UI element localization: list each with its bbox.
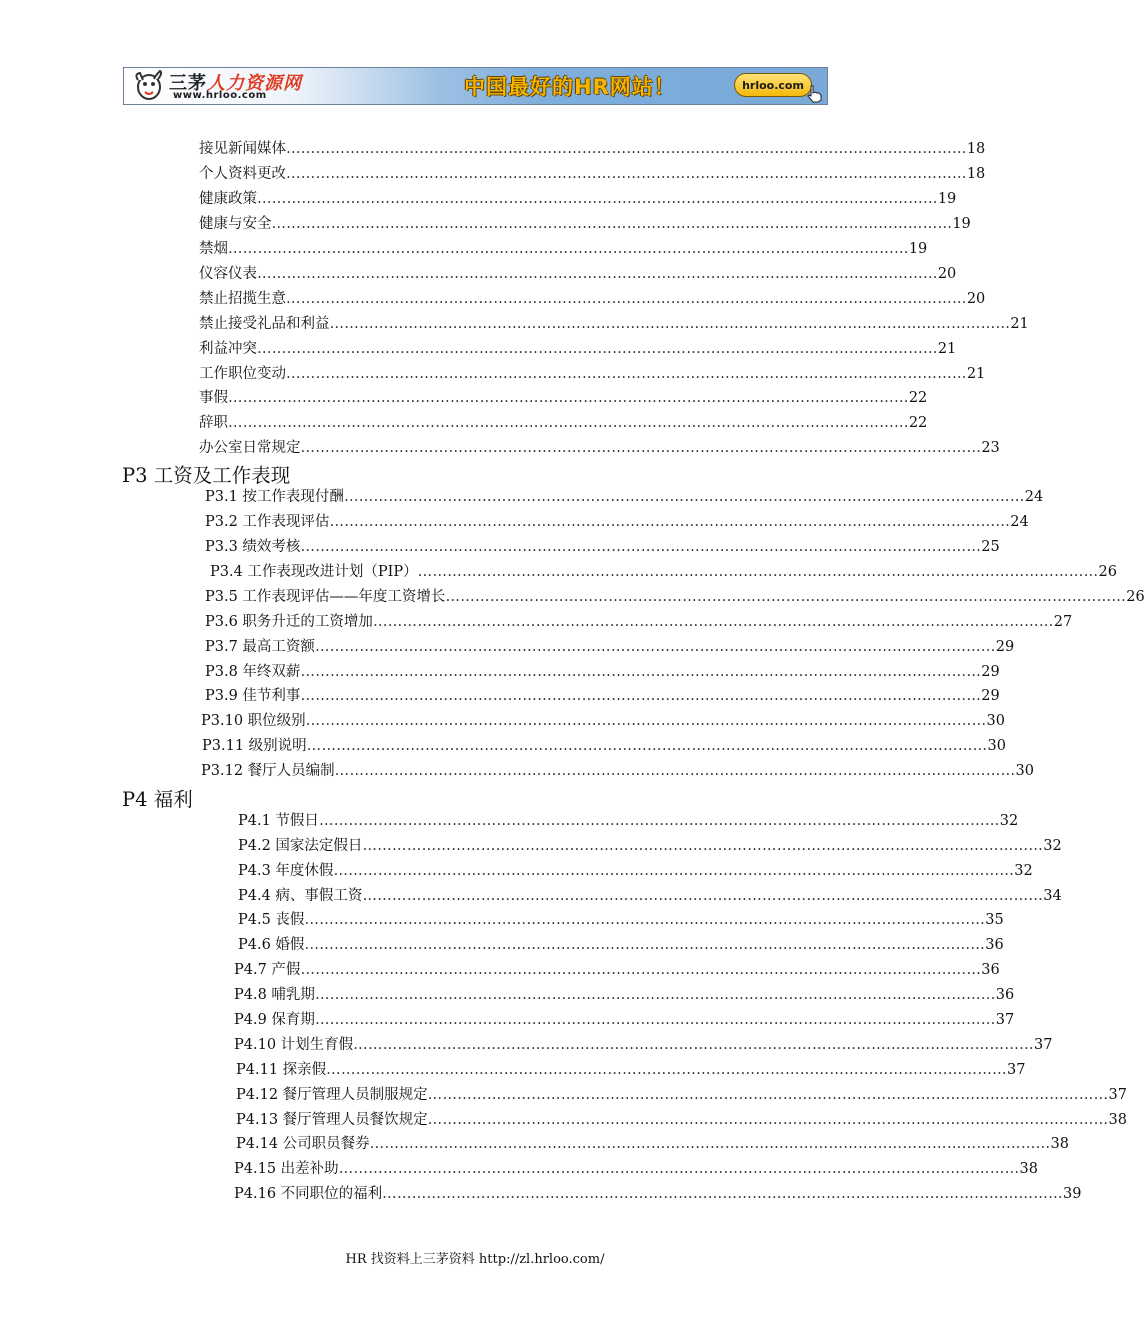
dot-leader: …………………………………………………………………………………………………………………………: [445, 589, 1127, 605]
dot-leader: …………………………………………………………………………………………………………………………: [334, 763, 1016, 779]
toc-entry[interactable]: 利益冲突 ………………………………………………………………………………………………………………………… 21: [199, 341, 957, 357]
toc-entry[interactable]: P3.5 工作表现评估——年度工资增长 ………………………………………………………………………………………………………………………… 26: [205, 589, 1145, 605]
dot-leader: …………………………………………………………………………………………………………………………: [228, 241, 909, 257]
dot-leader: …………………………………………………………………………………………………………………………: [257, 341, 938, 357]
toc-entry[interactable]: P3.9 佳节利事 ………………………………………………………………………………………………………………………… 29: [205, 688, 1000, 704]
logo-url: www.hrloo.com: [173, 90, 267, 101]
hrloo-link-button[interactable]: hrloo.com: [734, 73, 812, 97]
dot-leader: …………………………………………………………………………………………………………………………: [382, 1186, 1063, 1202]
toc-entry[interactable]: P4.16 不同职位的福利 ………………………………………………………………………………………………………………………… 39: [234, 1186, 1082, 1202]
toc-entry[interactable]: P4.12 餐厅管理人员制服规定 ………………………………………………………………………………………………………………………… 37: [236, 1087, 1127, 1103]
logo-text: 三茅人力资源网: [169, 73, 302, 94]
dot-leader: …………………………………………………………………………………………………………………………: [286, 166, 967, 182]
section-heading-p3[interactable]: P3 工资及工作表现: [122, 464, 291, 487]
toc-entry[interactable]: 事假 ………………………………………………………………………………………………………………………… 22: [199, 390, 928, 406]
dot-leader: …………………………………………………………………………………………………………………………: [362, 888, 1044, 904]
toc-entry[interactable]: 工作职位变动 ………………………………………………………………………………………………………………………… 21: [199, 366, 986, 382]
hand-cursor-icon: [806, 85, 822, 103]
toc-entry[interactable]: P4.10 计划生育假 ………………………………………………………………………………………………………………………… 37: [234, 1037, 1053, 1053]
toc-entry[interactable]: P3.3 绩效考核 ………………………………………………………………………………………………………………………… 25: [205, 539, 1000, 555]
toc-entry[interactable]: P4.4 病、事假工资 ………………………………………………………………………………………………………………………… 34: [238, 888, 1062, 904]
toc-entry[interactable]: P4.6 婚假 ………………………………………………………………………………………………………………………… 36: [238, 937, 1004, 953]
dot-leader: …………………………………………………………………………………………………………………………: [343, 489, 1025, 505]
dot-leader: …………………………………………………………………………………………………………………………: [304, 912, 986, 928]
toc-entry[interactable]: P3.11 级别说明 ………………………………………………………………………………………………………………………… 30: [202, 738, 1006, 754]
dot-leader: …………………………………………………………………………………………………………………………: [318, 813, 1000, 829]
dot-leader: …………………………………………………………………………………………………………………………: [257, 191, 938, 207]
dot-leader: …………………………………………………………………………………………………………………………: [326, 1062, 1007, 1078]
toc-entry[interactable]: P4.14 公司职员餐券 ………………………………………………………………………………………………………………………… 38: [236, 1136, 1069, 1152]
dot-leader: …………………………………………………………………………………………………………………………: [314, 987, 996, 1003]
toc-entry[interactable]: P4.2 国家法定假日 ………………………………………………………………………………………………………………………… 32: [238, 838, 1062, 854]
dot-leader: …………………………………………………………………………………………………………………………: [300, 539, 982, 555]
toc-entry[interactable]: P3.4 工作表现改进计划（PIP） ………………………………………………………………………………………………………………………… 26: [210, 564, 1117, 580]
header-banner[interactable]: [123, 67, 828, 105]
toc-entry[interactable]: P3.10 职位级别 ………………………………………………………………………………………………………………………… 30: [201, 713, 1005, 729]
dot-leader: …………………………………………………………………………………………………………………………: [228, 390, 909, 406]
dot-leader: …………………………………………………………………………………………………………………………: [369, 1136, 1051, 1152]
dot-leader: …………………………………………………………………………………………………………………………: [314, 639, 996, 655]
toc-entry[interactable]: 个人资料更改 ………………………………………………………………………………………………………………………… 18: [199, 166, 986, 182]
toc-entry[interactable]: P3.2 工作表现评估 ………………………………………………………………………………………………………………………… 24: [205, 514, 1029, 530]
banner-slogan: 中国最好的HR网站！: [464, 75, 676, 99]
dot-leader: …………………………………………………………………………………………………………………………: [329, 316, 1011, 332]
logo-bird-icon: [132, 70, 166, 102]
dot-leader: …………………………………………………………………………………………………………………………: [300, 962, 982, 978]
toc-entry[interactable]: P4.5 丧假 ………………………………………………………………………………………………………………………… 35: [238, 912, 1004, 928]
dot-leader: …………………………………………………………………………………………………………………………: [372, 614, 1054, 630]
dot-leader: …………………………………………………………………………………………………………………………: [300, 440, 982, 456]
toc-entry[interactable]: P3.6 职务升迁的工资增加 ………………………………………………………………………………………………………………………… 27: [205, 614, 1073, 630]
dot-leader: …………………………………………………………………………………………………………………………: [353, 1037, 1034, 1053]
toc-entry[interactable]: 健康政策 ………………………………………………………………………………………………………………………… 19: [199, 191, 957, 207]
dot-leader: …………………………………………………………………………………………………………………………: [427, 1112, 1109, 1128]
dot-leader: …………………………………………………………………………………………………………………………: [304, 937, 986, 953]
toc-entry[interactable]: 接见新闻媒体 ………………………………………………………………………………………………………………………… 18: [199, 141, 986, 157]
dot-leader: …………………………………………………………………………………………………………………………: [417, 564, 1099, 580]
dot-leader: …………………………………………………………………………………………………………………………: [329, 514, 1011, 530]
section-heading-p4[interactable]: P4 福利: [122, 788, 193, 811]
dot-leader: …………………………………………………………………………………………………………………………: [306, 738, 988, 754]
dot-leader: …………………………………………………………………………………………………………………………: [333, 863, 1015, 879]
toc-entry[interactable]: 禁止招揽生意 ………………………………………………………………………………………………………………………… 20: [199, 291, 986, 307]
dot-leader: …………………………………………………………………………………………………………………………: [228, 415, 909, 431]
toc-entry[interactable]: P3.1 按工作表现付酬 ………………………………………………………………………………………………………………………… 24: [205, 489, 1044, 505]
toc-entry[interactable]: 健康与安全 ………………………………………………………………………………………………………………………… 19: [199, 216, 971, 232]
toc-entry[interactable]: 禁止接受礼品和利益 ………………………………………………………………………………………………………………………… 21: [199, 316, 1029, 332]
toc-entry[interactable]: P4.7 产假 ………………………………………………………………………………………………………………………… 36: [234, 962, 1000, 978]
dot-leader: …………………………………………………………………………………………………………………………: [305, 713, 987, 729]
dot-leader: …………………………………………………………………………………………………………………………: [427, 1087, 1109, 1103]
dot-leader: …………………………………………………………………………………………………………………………: [338, 1161, 1020, 1177]
dot-leader: …………………………………………………………………………………………………………………………: [257, 266, 938, 282]
toc-entry[interactable]: P3.7 最高工资额 ………………………………………………………………………………………………………………………… 29: [205, 639, 1015, 655]
dot-leader: …………………………………………………………………………………………………………………………: [300, 688, 982, 704]
dot-leader: …………………………………………………………………………………………………………………………: [286, 291, 967, 307]
dot-leader: …………………………………………………………………………………………………………………………: [300, 664, 982, 680]
toc-entry[interactable]: P4.3 年度休假 ………………………………………………………………………………………………………………………… 32: [238, 863, 1033, 879]
toc-entry[interactable]: P4.8 哺乳期 ………………………………………………………………………………………………………………………… 36: [234, 987, 1015, 1003]
toc-entry[interactable]: 办公室日常规定 ………………………………………………………………………………………………………………………… 23: [199, 440, 1000, 456]
toc-entry[interactable]: P3.8 年终双薪 ………………………………………………………………………………………………………………………… 29: [205, 664, 1000, 680]
toc-entry[interactable]: 仪容仪表 ………………………………………………………………………………………………………………………… 20: [199, 266, 957, 282]
toc-entry[interactable]: P4.13 餐厅管理人员餐饮规定 ………………………………………………………………………………………………………………………… 38: [236, 1112, 1127, 1128]
toc-entry[interactable]: P4.11 探亲假 ………………………………………………………………………………………………………………………… 37: [236, 1062, 1026, 1078]
dot-leader: …………………………………………………………………………………………………………………………: [286, 366, 967, 382]
toc-entry[interactable]: P4.9 保育期 ………………………………………………………………………………………………………………………… 37: [234, 1012, 1015, 1028]
dot-leader: …………………………………………………………………………………………………………………………: [286, 141, 967, 157]
dot-leader: …………………………………………………………………………………………………………………………: [271, 216, 953, 232]
dot-leader: …………………………………………………………………………………………………………………………: [314, 1012, 996, 1028]
toc-entry[interactable]: P4.1 节假日 ………………………………………………………………………………………………………………………… 32: [238, 813, 1019, 829]
dot-leader: …………………………………………………………………………………………………………………………: [362, 838, 1044, 854]
toc-entry[interactable]: 禁烟 ………………………………………………………………………………………………………………………… 19: [199, 241, 928, 257]
page-footer[interactable]: HR 找资料上三茅资料 http://zl.hrloo.com/: [345, 1252, 605, 1267]
toc-entry[interactable]: P4.15 出差补助 ………………………………………………………………………………………………………………………… 38: [234, 1161, 1038, 1177]
toc-entry[interactable]: P3.12 餐厅人员编制 ………………………………………………………………………………………………………………………… 30: [201, 763, 1034, 779]
toc-entry[interactable]: 辞职 ………………………………………………………………………………………………………………………… 22: [199, 415, 928, 431]
